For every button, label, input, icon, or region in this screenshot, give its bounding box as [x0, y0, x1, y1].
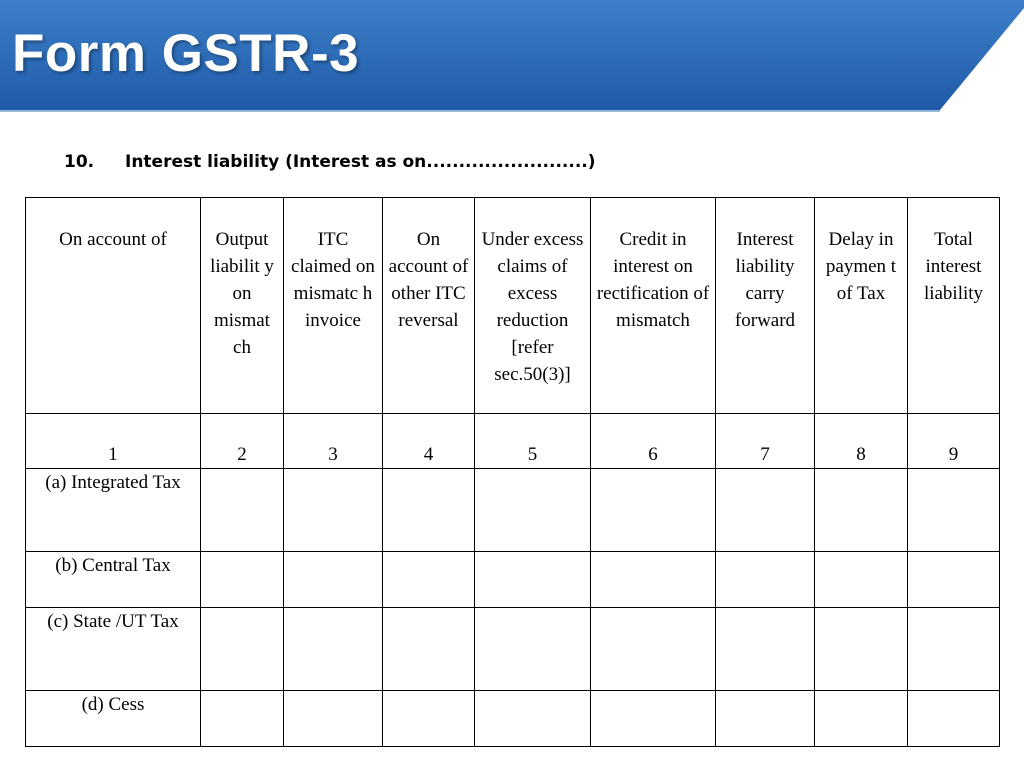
section-title: Interest liability (Interest as on.........................) — [125, 152, 596, 172]
interest-liability-table — [25, 197, 1000, 747]
header-row — [26, 198, 1000, 414]
column-header: Credit in interest on rectification of mismatch — [591, 198, 716, 414]
table-row — [26, 469, 1000, 552]
table-cell — [201, 608, 284, 691]
table-cell — [383, 608, 475, 691]
table-cell — [716, 691, 815, 747]
column-number: 6 — [591, 414, 716, 469]
table-cell — [908, 608, 1000, 691]
table-cell — [815, 552, 908, 608]
row-label: (d) Cess — [26, 691, 201, 747]
column-number: 7 — [716, 414, 815, 469]
table-cell — [908, 552, 1000, 608]
table-row — [26, 691, 1000, 747]
table-cell — [475, 691, 591, 747]
table-cell — [591, 691, 716, 747]
table-cell — [815, 469, 908, 552]
table-row — [26, 608, 1000, 691]
column-header: Under excess claims of excess reduction [refer sec.50(3)] — [475, 198, 591, 414]
column-header: On account of — [26, 198, 201, 414]
column-number: 4 — [383, 414, 475, 469]
row-label: (a) Integrated Tax — [26, 469, 201, 552]
column-header: Output liabilit y on mismat ch — [201, 198, 284, 414]
table-cell — [475, 469, 591, 552]
column-number-row — [26, 414, 1000, 469]
column-header: Delay in paymen t of Tax — [815, 198, 908, 414]
table-cell — [908, 469, 1000, 552]
table-cell — [284, 552, 383, 608]
table-cell — [284, 469, 383, 552]
column-number: 1 — [26, 414, 201, 469]
column-number: 8 — [815, 414, 908, 469]
table-cell — [591, 469, 716, 552]
table-cell — [591, 552, 716, 608]
table-cell — [908, 691, 1000, 747]
column-number: 3 — [284, 414, 383, 469]
column-header: Interest liability carry forward — [716, 198, 815, 414]
table-cell — [383, 691, 475, 747]
table-cell — [591, 608, 716, 691]
column-header: Total interest liability — [908, 198, 1000, 414]
table-row — [26, 552, 1000, 608]
column-number: 5 — [475, 414, 591, 469]
table-cell — [201, 552, 284, 608]
page-title: Form GSTR-3 — [12, 24, 360, 83]
row-label: (b) Central Tax — [26, 552, 201, 608]
section-heading — [64, 152, 596, 172]
section-number: 10. — [64, 152, 95, 172]
table-cell — [475, 608, 591, 691]
table-cell — [475, 552, 591, 608]
table-cell — [716, 608, 815, 691]
table-cell — [383, 469, 475, 552]
table-cell — [201, 469, 284, 552]
table-cell — [201, 691, 284, 747]
table-cell — [716, 469, 815, 552]
column-number: 9 — [908, 414, 1000, 469]
table-cell — [383, 552, 475, 608]
table-cell — [716, 552, 815, 608]
table-cell — [815, 691, 908, 747]
title-banner — [0, 0, 1024, 115]
column-header: ITC claimed on mismatc h invoice — [284, 198, 383, 414]
column-header: On account of other ITC reversal — [383, 198, 475, 414]
row-label: (c) State /UT Tax — [26, 608, 201, 691]
table-cell — [815, 608, 908, 691]
table-cell — [284, 691, 383, 747]
table-cell — [284, 608, 383, 691]
column-number: 2 — [201, 414, 284, 469]
